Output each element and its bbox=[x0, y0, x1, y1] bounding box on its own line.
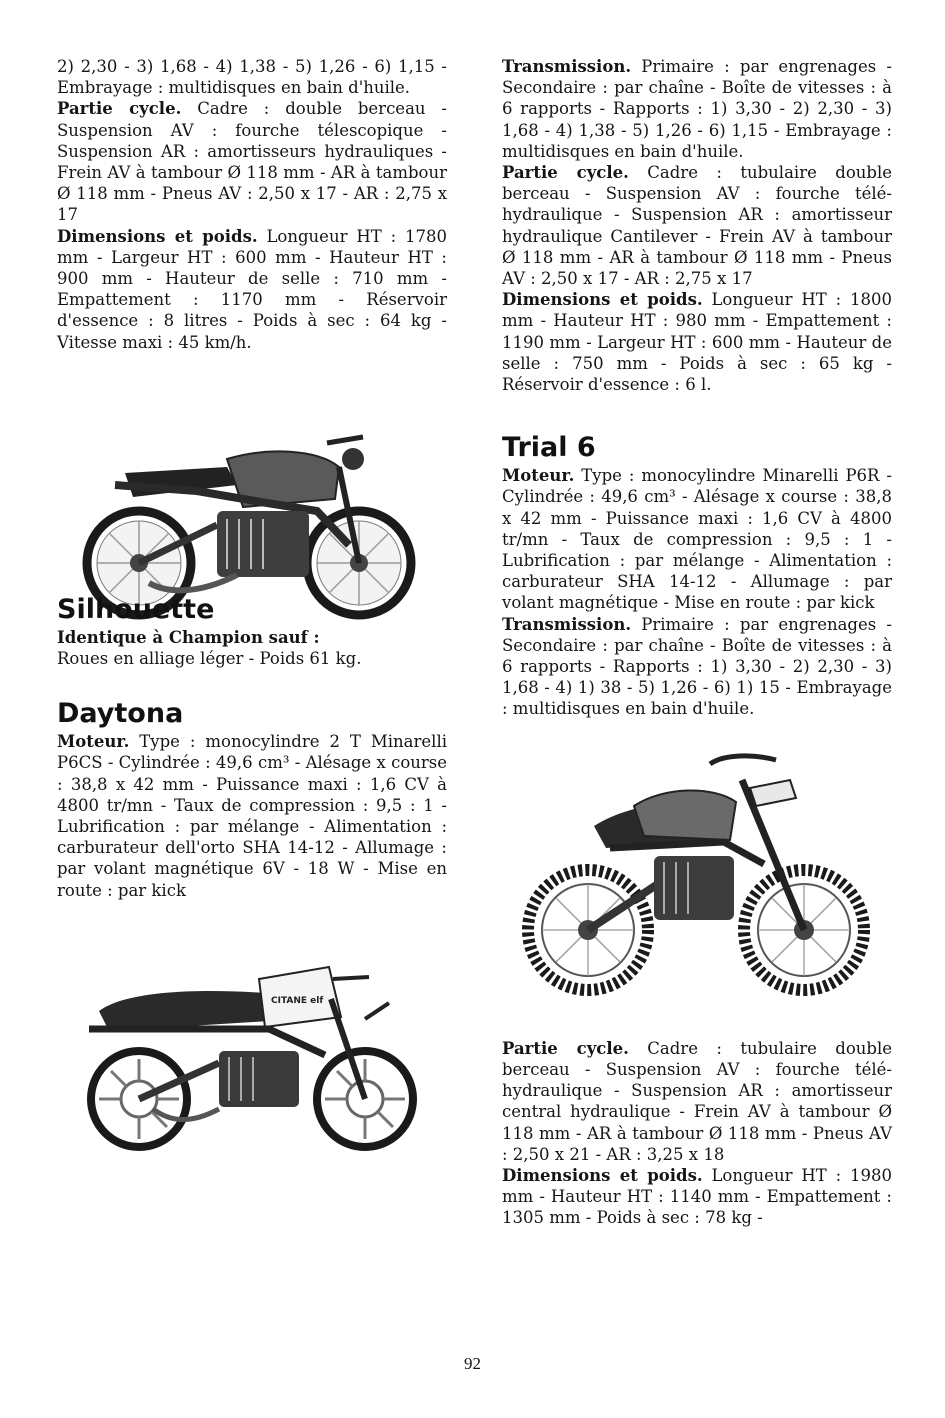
right-column bbox=[502, 56, 892, 1229]
label: Dimensions et poids. bbox=[502, 290, 703, 310]
champion-partie-cycle bbox=[57, 98, 447, 225]
text: Cadre : tubulaire double berceau - Suspension AV : fourche télé-hydraulique - Suspension AR : amortisseur central hydraulique - Frein AV à tambour Ø 118 mm - AR à tambour Ø 118 mm - Pneus AV : 2,50 x 21 - AR : 3,25 x 18 bbox=[502, 1038, 893, 1164]
text: Cadre : tubulaire double berceau - Suspension AV : fourche télé-hydraulique - Suspension AR : amortisseur hydraulique Cantilever - Frein AV à tambour Ø 118 mm - AR à tambour Ø 118 mm - Pneus AV : 2,50 x 17 - AR : 2,75 x 17 bbox=[502, 163, 893, 289]
label: Dimensions et poids. bbox=[502, 1165, 703, 1185]
champion-transmission-continued: 2) 2,30 - 3) 1,68 - 4) 1,38 - 5) 1,26 - 6) 1,15 - Embrayage : multidisques en bain d'huile. bbox=[57, 57, 447, 98]
trial6-dimensions bbox=[502, 1165, 892, 1229]
daytona-motorcycle-photo bbox=[69, 959, 449, 1159]
label: Partie cycle. bbox=[502, 1038, 629, 1058]
page-number: 92 bbox=[464, 1354, 481, 1373]
label: Partie cycle. bbox=[57, 99, 182, 119]
label: Moteur. bbox=[502, 466, 575, 486]
text: Primaire : par engrenages - Secondaire : par chaîne - Boîte de vitesses : à 6 rapports - Rapports : 1) 3,30 - 2) 2,30 - 3) 1,68 - 4) 1,38 - 5) 1,26 - 6) 1,15 - Embrayage : multidisques en bain d'huile. bbox=[502, 57, 892, 161]
label: Moteur. bbox=[57, 732, 130, 752]
daytona-heading: Daytona bbox=[57, 698, 184, 730]
text: Longueur HT : 1800 mm - Hauteur HT : 980 mm - Empattement : 1190 mm - Largeur HT : 600 mm - Hauteur de selle : 750 mm - Poids à sec : 65 kg - Réservoir d'essence : 6 l. bbox=[502, 290, 892, 395]
text: Longueur HT : 1980 mm - Hauteur HT : 1140 mm - Empattement : 1305 mm - Poids à sec : 78 kg - bbox=[502, 1165, 892, 1228]
tank-logo-text: CITANE elf bbox=[271, 995, 324, 1006]
silhouette-heading: Silhouette bbox=[57, 593, 215, 625]
text: Cadre : double berceau - Suspension AV : fourche télescopique - Suspension AR : amortisseurs hydrauliques - Frein AV à tambour Ø 118 mm - AR à tambour Ø 118 mm - Pneus AV : 2,50 x 17 - AR : 2,75 x 17 bbox=[57, 99, 448, 225]
label: Dimensions et poids. bbox=[57, 226, 258, 246]
silhouette-text: Roues en alliage léger - Poids 61 kg. bbox=[57, 649, 362, 669]
silhouette-subtitle bbox=[57, 627, 447, 648]
left-column bbox=[57, 56, 447, 1159]
champion-transmission bbox=[502, 56, 892, 162]
label: Transmission. bbox=[502, 57, 632, 76]
trial6-heading: Trial 6 bbox=[502, 432, 596, 464]
trial6-moteur bbox=[502, 465, 892, 613]
label: Identique à Champion sauf : bbox=[57, 627, 320, 647]
trial6-transmission bbox=[502, 614, 892, 720]
text: Type : monocylindre 2 T Minarelli P6CS - Cylindrée : 49,6 cm³ - Alésage x course : 38,8 x 42 mm - Puissance maxi : 1,6 CV à 4800 tr/mn - Taux de compression : 9,5 : 1 - Lubrification : par mélange - Alimentation : carburateur dell'orto SHA 14-12 - Allumage : par volant magnétique 6V - 18 W - Mise en route : par kick bbox=[57, 732, 447, 900]
daytona-moteur bbox=[57, 731, 447, 901]
dimensions bbox=[502, 289, 892, 395]
trial6-motorcycle-photo bbox=[514, 740, 894, 1010]
champion-dimensions bbox=[57, 226, 447, 353]
trial6-partie-cycle bbox=[502, 1038, 892, 1165]
partie-cycle bbox=[502, 162, 892, 289]
text: Longueur HT : 1780 mm - Largeur HT : 600 mm - Hauteur HT : 900 mm - Hauteur de selle : 710 mm - Empattement : 1170 mm - Réservoir d'essence : 8 litres - Poids à sec : 64 kg - Vitesse maxi : 45 km/h. bbox=[57, 226, 447, 352]
text: Primaire : par engrenages - Secondaire : par chaîne - Boîte de vitesses : à 6 rapports - Rapports : 1) 3,30 - 2) 2,30 - 3) 1,68 - 4) 1) 38 - 5) 1,26 - 6) 1) 15 - Embrayage : multidisques en bain d'huile. bbox=[502, 614, 892, 719]
label: Transmission. bbox=[502, 614, 632, 634]
label: Partie cycle. bbox=[502, 163, 629, 183]
text: Type : monocylindre Minarelli P6R - Cylindrée : 49,6 cm³ - Alésage x course : 38,8 x 42 mm - Puissance maxi : 1,6 CV à 4800 tr/mn - Taux de compression : 9,5 : 1 - Lubrification : par mélange - Alimentation : carburateur SHA 14-12 - Allumage : par volant magnétique - Mise en route : par kick bbox=[502, 466, 892, 613]
